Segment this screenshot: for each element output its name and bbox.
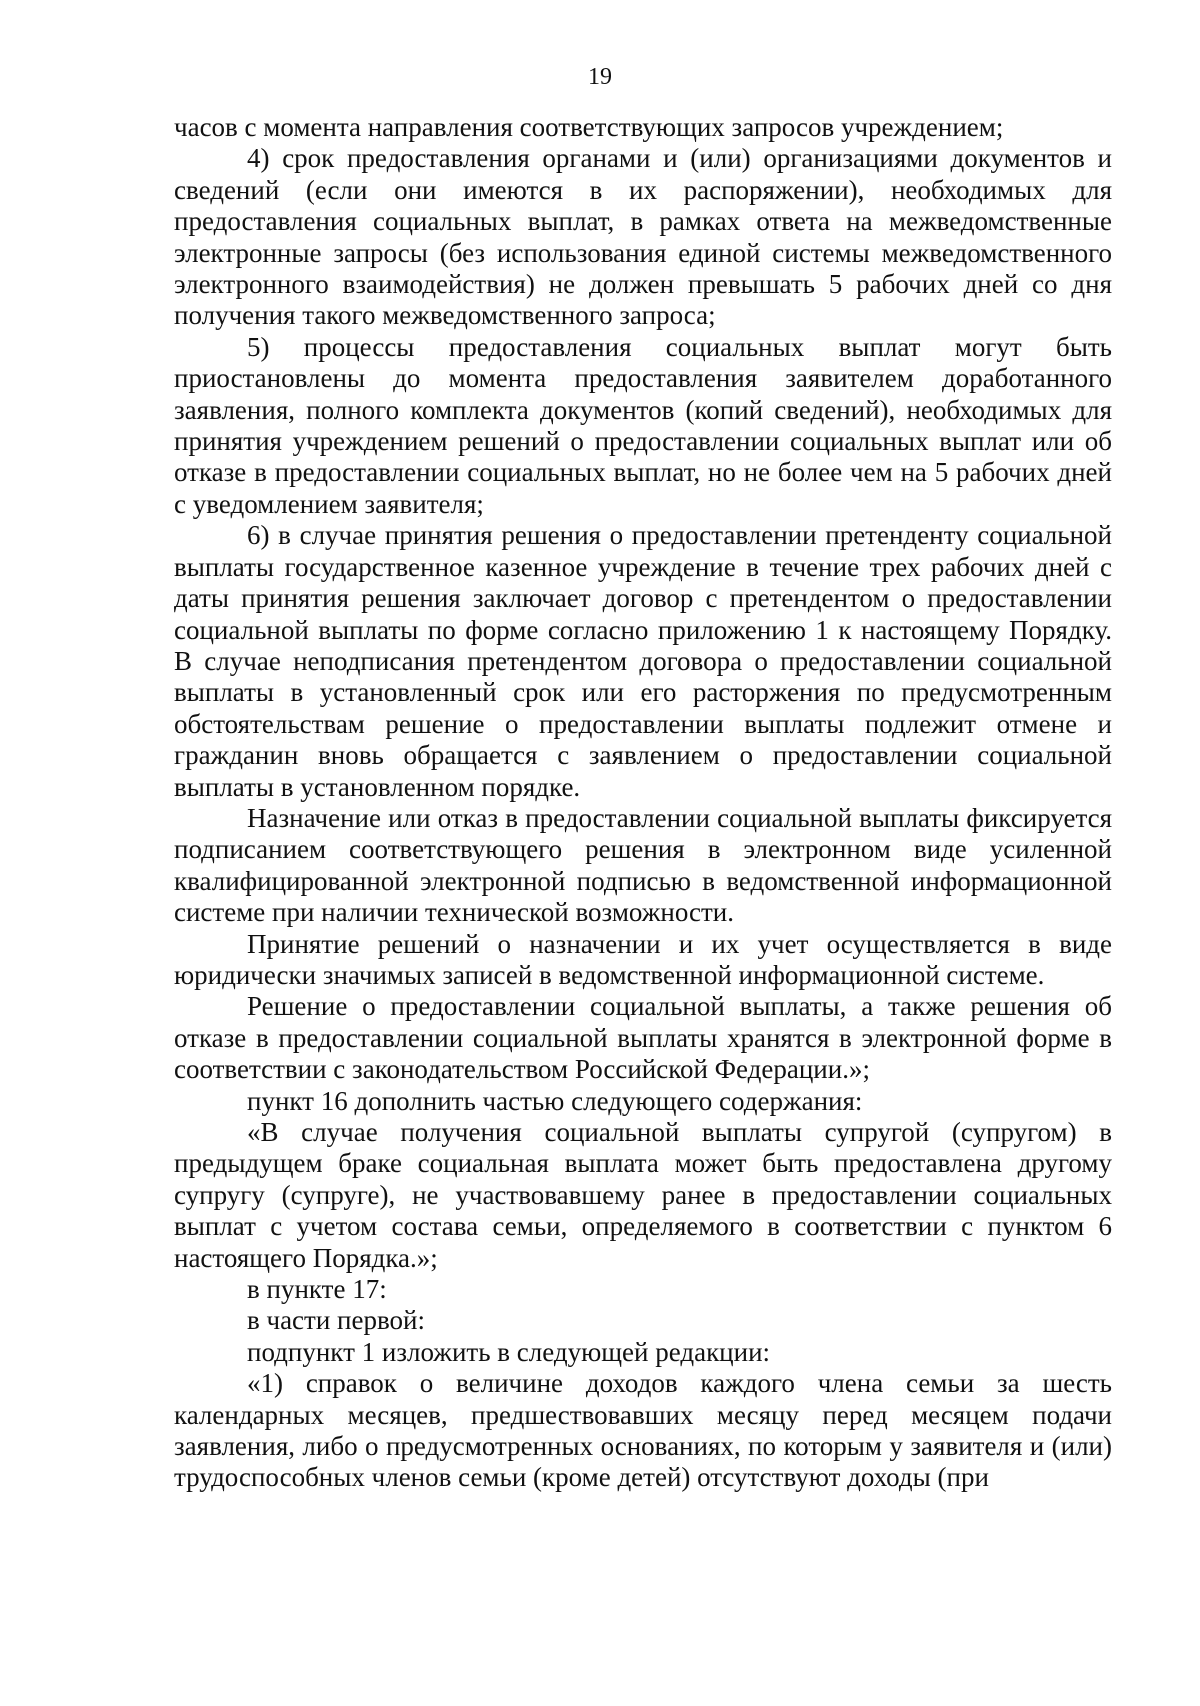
paragraph-spouse: «В случае получения социальной выплаты супругой (супругом) в предыдущем браке социальная выплата может быть предоставлена другому супругу (супруге), не участвовавшему ранее в предоставлении социальных выплат с учетом состава семьи, определяемого в соответствии с пунктом 6 настоящего Порядка.»;	[174, 1117, 1112, 1273]
paragraph-part-one: в части первой:	[247, 1305, 425, 1336]
paragraph-item-5: 5) процессы предоставления социальных выплат могут быть приостановлены до момента предоставления заявителем доработанного заявления, полного комплекта документов (копий сведений), необходимых для принятия учреждением решений о предоставлении социальных выплат или об отказе в предоставлении социальных выплат, но не более чем на 5 рабочих дней с уведомлением заявителя;	[174, 331, 1112, 519]
document-body	[174, 112, 1112, 1494]
paragraph-signing: Назначение или отказ в предоставлении социальной выплаты фиксируется подписанием соответствующего решения в электронном виде усиленной квалифицированной электронной подписью в ведомственной информационной системе при наличии технической возможности.	[174, 802, 1112, 928]
paragraph-amend-16: пункт 16 дополнить частью следующего содержания:	[247, 1085, 863, 1116]
paragraph-subpoint-1: подпункт 1 изложить в следующей редакции:	[247, 1336, 771, 1367]
paragraph-point-17: в пункте 17:	[247, 1274, 387, 1305]
paragraph-storage: Решение о предоставлении социальной выплаты, а также решения об отказе в предоставлении социальной выплаты хранятся в электронной форме в соответствии с законодательством Российской Федерации.»;	[174, 991, 1112, 1085]
paragraph-item-6: 6) в случае принятия решения о предоставлении претенденту социальной выплаты государственное казенное учреждение в течение трех рабочих дней с даты принятия решения заключает договор с претендентом о предоставлении социальной выплаты по форме согласно приложению 1 к настоящему Порядку. В случае неподписания претендентом договора о предоставлении социальной выплаты в установленный срок или его расторжения по предусмотренным обстоятельствам решение о предоставлении выплаты подлежит отмене и гражданин вновь обращается с заявлением о предоставлении социальной выплаты в установленном порядке.	[174, 520, 1112, 802]
paragraph-continuation: часов с момента направления соответствующих запросов учреждением;	[174, 112, 1004, 142]
paragraph-records: Принятие решений о назначении и их учет осуществляется в виде юридически значимых записей в ведомственной информационной системе.	[174, 928, 1112, 990]
page-number: 19	[588, 64, 612, 90]
paragraph-item-4: 4) срок предоставления органами и (или) организациями документов и сведений (если они имеются в их распоряжении), необходимых для предоставления социальных выплат, в рамках ответа на межведомственные электронные запросы (без использования единой системы межведомственного электронного взаимодействия) не должен превышать 5 рабочих дней со дня получения такого межведомственного запроса;	[174, 143, 1112, 331]
paragraph-income: «1) справок о величине доходов каждого члена семьи за шесть календарных месяцев, предшествовавших месяцу перед месяцем подачи заявления, либо о предусмотренных основаниях, по которым у заявителя и (или) трудоспособных членов семьи (кроме детей) отсутствуют доходы (при	[174, 1368, 1112, 1493]
